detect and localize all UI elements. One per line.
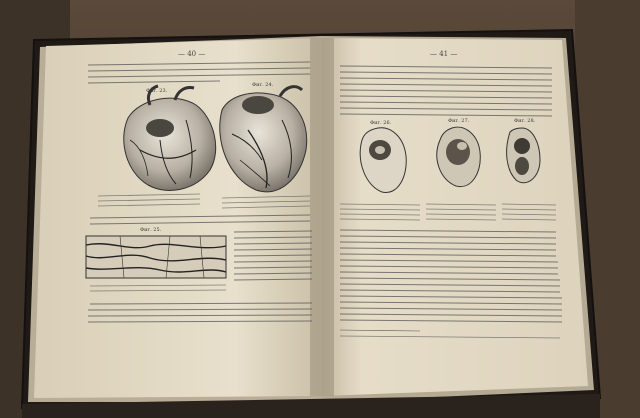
- figure-label: Фиг. 23.: [146, 88, 168, 94]
- left-page-number: — 40 —: [178, 50, 206, 58]
- figure-label: Фиг. 27.: [448, 118, 470, 124]
- figure-label: Фиг. 26.: [370, 120, 392, 126]
- figure-tissue-strip: [86, 236, 226, 278]
- figure-label: Фиг. 24.: [252, 82, 274, 88]
- figure-label: Фиг. 25.: [140, 227, 162, 233]
- right-page-number: — 41 —: [430, 50, 458, 58]
- figure-label: Фиг. 28.: [514, 118, 536, 124]
